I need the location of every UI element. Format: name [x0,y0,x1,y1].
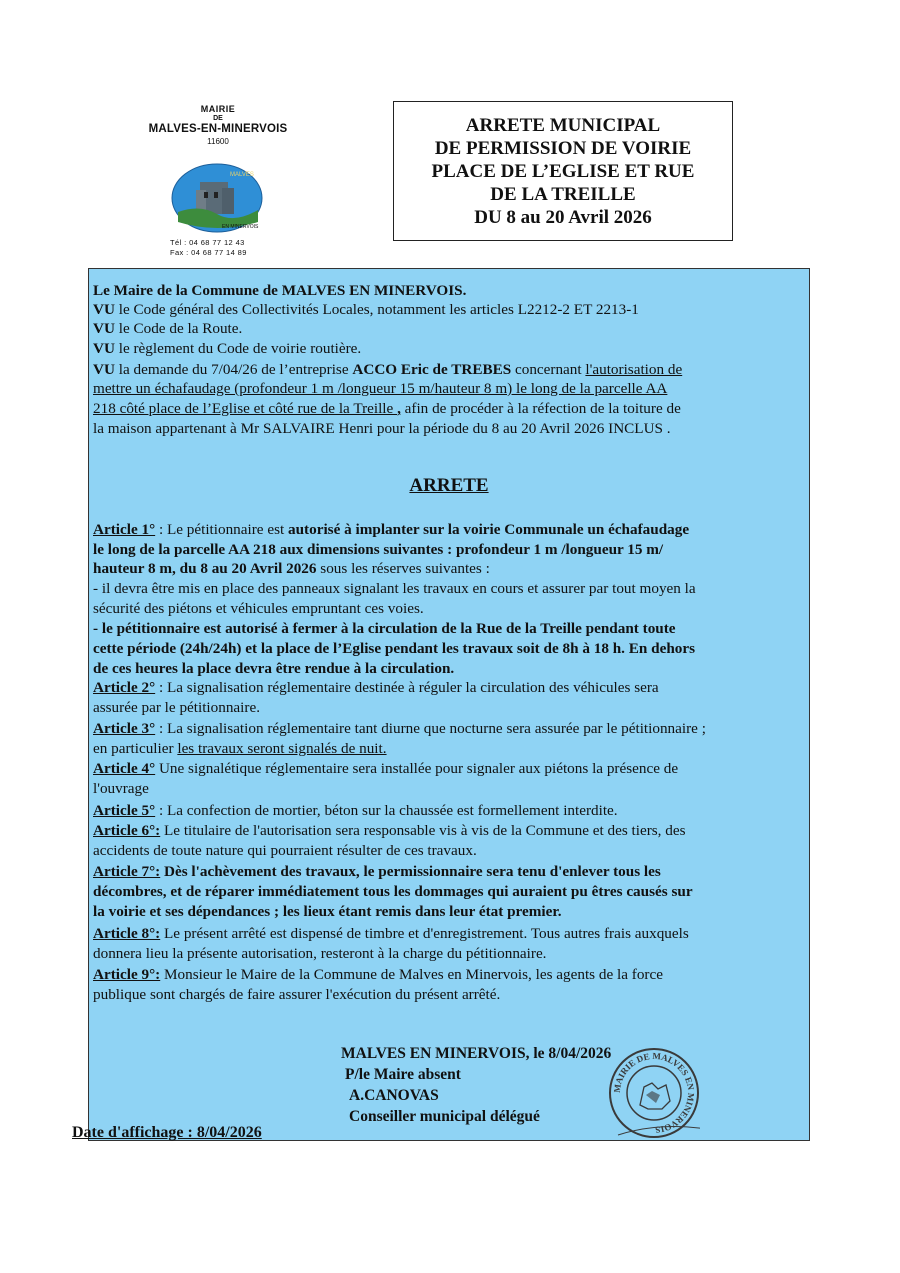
article-1-line-5: sécurité des piétons et véhicules empruntant ces voies. [93,600,424,617]
vu-cgct-text: le Code général des Collectivités Locales, notamment les articles L2212-2 ET 2213-1 [114,301,639,318]
preamble-vu-cgct [93,301,639,319]
article-6-text: Le titulaire de l'autorisation sera responsable vis à vis de la Commune et des tiers, des [160,822,686,839]
arrete-heading: ARRETE [409,475,489,496]
vu-label: VU [93,361,115,378]
preamble-maison: la maison appartenant à Mr SALVAIRE Henri pour la période du 8 au 20 Avril 2026 INCLUS . [93,420,671,437]
preamble-maire: Le Maire de la Commune de MALVES EN MINERVOIS. [93,282,467,299]
article-6-label: Article 6°: [93,822,161,839]
article-1-line-7: cette période (24h/24h) et la place de l’Eglise pendant les travaux soit de 8h à 18 h. En dehors [93,640,696,657]
title-box [393,101,733,241]
article-7-line-3: la voirie et ses dépendances ; les lieux étant remis dans leur état premier. [93,903,562,920]
signature-name: A.CANOVAS [349,1087,439,1104]
entreprise-name: ACCO Eric de TREBES [352,361,512,378]
article-1-dates: hauteur 8 m, du 8 au 20 Avril 2026 [93,560,317,577]
vu-route-text: le Code de la Route. [114,320,243,337]
article-8-line-1 [93,925,689,943]
vu-voirie-text: le règlement du Code de voirie routière. [114,340,362,357]
logo-text-top: MALVES [230,172,254,178]
article-8-line-2: donnera lieu la présente autorisation, resteront à la charge du pétitionnaire. [93,945,547,962]
article-8-text: Le présent arrêté est dispensé de timbre et d'enregistrement. Tous autres frais auxquels [160,925,689,942]
demande-text: la demande du 7/04/26 de l’entreprise [114,361,353,378]
preamble-vu-demande [93,361,682,379]
article-9-label: Article 9°: [93,966,161,983]
article-1-line-1 [93,521,689,539]
article-1-line-2: le long de la parcelle AA 218 aux dimensions suivantes : profondeur 1 m /longueur 15 m/ [93,541,664,558]
article-4-text: Une signalétique réglementaire sera installée pour signaler aux piétons la présence de [155,760,679,777]
preamble-vu-voirie [93,340,361,358]
article-1-bold: autorisé à implanter sur la voirie Communale un échafaudage [288,521,690,538]
commune-name: MALVES-EN-MINERVOIS [148,123,288,135]
logo-text-bottom: EN MINERVOIS [222,224,259,230]
concernant-text: concernant [511,361,586,378]
title-line-2: DE PERMISSION DE VOIRIE [434,138,692,159]
arrete-body [88,268,810,1141]
article-3-nuit: les travaux seront signalés de nuit. [177,740,387,757]
article-4-line-1 [93,760,678,778]
article-4-label: Article 4° [93,760,156,777]
parcelle-comma: , [397,400,401,417]
article-1-line-8: de ces heures la place devra être rendue à la circulation. [93,660,455,677]
fax: Fax : 04 68 77 14 89 [170,248,247,257]
article-1-text: : Le pétitionnaire est [155,521,289,538]
article-3-text: : La signalisation réglementaire tant diurne que nocturne sera assurée par le pétitionnaire ; [155,720,706,737]
signature-pour: P/le Maire absent [345,1066,461,1083]
vu-label: VU [93,301,115,318]
vu-label: VU [93,340,115,357]
date-affichage-text: Date d'affichage : 8/04/2026 [72,1124,262,1141]
article-7-line-1 [93,863,661,881]
mairie-header [118,104,318,146]
article-9-text: Monsieur le Maire de la Commune de Malves en Minervois, les agents de la force [160,966,663,983]
title-line-4: DE LA TREILLE [490,184,636,205]
postcode: 11600 [207,137,229,146]
preamble-echafaudage: mettre un échafaudage (profondeur 1 m /longueur 15 m/hauteur 8 m) le long de la parcelle AA [93,380,668,397]
contact-info [170,238,247,258]
stamp-ring-text: MAIRIE DE MALVES EN MINERVOIS [611,1050,697,1136]
article-7-text: Dès l'achèvement des travaux, le permissionnaire sera tenu d'enlever tous les [160,863,661,880]
mairie-label: MAIRIE [200,104,236,114]
signature-place-date: MALVES EN MINERVOIS, le 8/04/2026 [341,1045,612,1062]
article-4-line-2: l'ouvrage [93,780,149,797]
commune-logo-icon [170,162,264,234]
article-6-line-1 [93,822,686,840]
article-2-label: Article 2° [93,679,156,696]
article-6-line-2: accidents de toute nature qui pourraient résulter de ces travaux. [93,842,477,859]
article-5-label: Article 5° [93,802,156,819]
signature-role: Conseiller municipal délégué [349,1108,540,1125]
article-5-line-1 [93,802,618,820]
article-1-line-6: - le pétitionnaire est autorisé à fermer à la circulation de la Rue de la Treille pendant toute [93,620,676,637]
preamble-parcelle [93,400,681,418]
vu-label: VU [93,320,115,337]
article-2-line-1 [93,679,659,697]
article-8-label: Article 8°: [93,925,161,942]
parcelle-text: 218 côté place de l’Eglise et côté rue de la Treille [93,400,398,417]
article-3-line-2 [93,740,387,758]
refection-text: afin de procéder à la réfection de la toiture de [400,400,681,417]
title-line-5: DU 8 au 20 Avril 2026 [474,207,652,228]
preamble-vu-route [93,320,242,338]
article-7-line-2: décombres, et de réparer immédiatement tous les dommages qui auraient pu êtres causés sur [93,883,693,900]
article-9-line-2: publique sont chargés de faire assurer l'exécution du présent arrêté. [93,986,501,1003]
article-5-text: : La confection de mortier, béton sur la chaussée est formellement interdite. [155,802,618,819]
title-line-1: ARRETE MUNICIPAL [465,115,661,136]
telephone: Tél : 04 68 77 12 43 [170,238,245,247]
article-1-line-3 [93,560,490,578]
article-1-label: Article 1° [93,521,156,538]
mairie-de-label: DE [213,115,223,122]
article-9-line-1 [93,966,663,984]
article-2-text: : La signalisation réglementaire destinée à réguler la circulation des véhicules sera [155,679,659,696]
date-affichage [72,1124,262,1142]
autorisation-text: l'autorisation de [585,361,683,378]
article-1-line-4: - il devra être mis en place des panneaux signalant les travaux en cours et assurer par tout moyen la [93,580,696,597]
article-3-line-1 [93,720,706,738]
article-3-particulier: en particulier [93,740,178,757]
title-line-3: PLACE DE L’EGLISE ET RUE [431,161,695,182]
article-3-label: Article 3° [93,720,156,737]
mairie-stamp-icon [608,1047,700,1139]
article-7-label: Article 7°: [93,863,161,880]
article-1-reserves: sous les réserves suivantes : [316,560,490,577]
article-2-line-2: assurée par le pétitionnaire. [93,699,260,716]
